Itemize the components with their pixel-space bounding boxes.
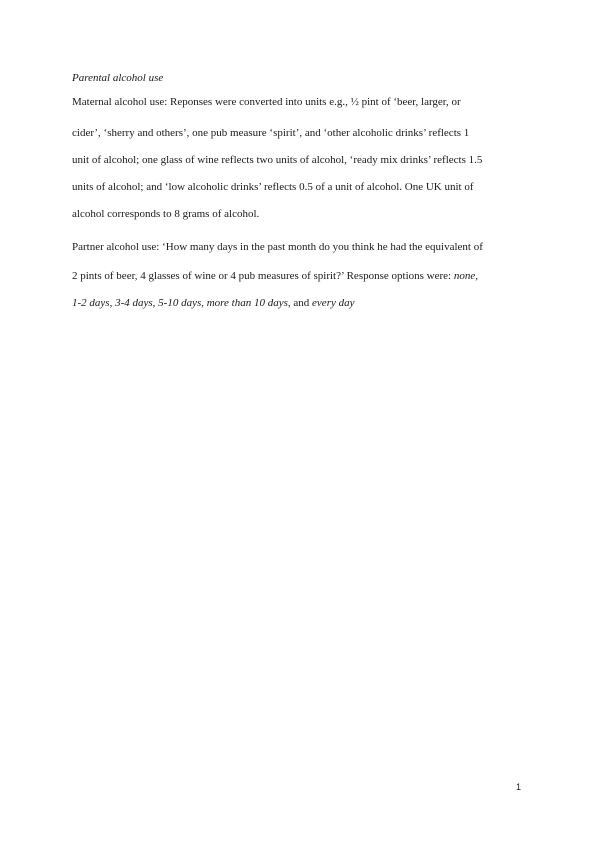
- response-option-3-4-days: 3-4 days: [115, 297, 153, 309]
- response-option-1-2-days: 1-2 days: [72, 297, 110, 309]
- paragraph-line: [72, 269, 478, 283]
- response-option-more-than-10-days: more than 10 days: [206, 297, 288, 309]
- separator: , and: [287, 297, 313, 309]
- paragraph-line: units of alcohol; and ‘low alcoholic drinks’ reflects 0.5 of a unit of alcohol. One UK unit of: [72, 181, 474, 193]
- separator: ,: [152, 297, 159, 309]
- paragraph-line: Partner alcohol use: ‘How many days in the past month do you think he had the equivalent of: [72, 241, 483, 253]
- separator: ,: [109, 297, 116, 309]
- section-heading: Parental alcohol use: [72, 72, 164, 84]
- response-option-5-10-days: 5-10 days: [158, 297, 202, 309]
- paragraph-line: cider’, ‘sherry and others’, one pub measure ‘spirit’, and ‘other alcoholic drinks’ reflects 1: [72, 127, 470, 139]
- paragraph-text: 2 pints of beer, 4 glasses of wine or 4 pub measures of spirit?’ Response options were:: [72, 270, 454, 282]
- paragraph-line: unit of alcohol; one glass of wine reflects two units of alcohol, ‘ready mix drinks’ reflects 1.5: [72, 154, 483, 166]
- page-number: 1: [516, 782, 522, 792]
- response-option-every-day: every day: [312, 297, 355, 309]
- paragraph-line: [72, 296, 355, 310]
- paragraph-line: alcohol corresponds to 8 grams of alcohol.: [72, 208, 260, 220]
- response-option-none: none,: [453, 270, 478, 282]
- separator: ,: [201, 297, 207, 309]
- paragraph-line: Maternal alcohol use: Reponses were converted into units e.g., ½ pint of ‘beer, larger, or: [72, 96, 461, 108]
